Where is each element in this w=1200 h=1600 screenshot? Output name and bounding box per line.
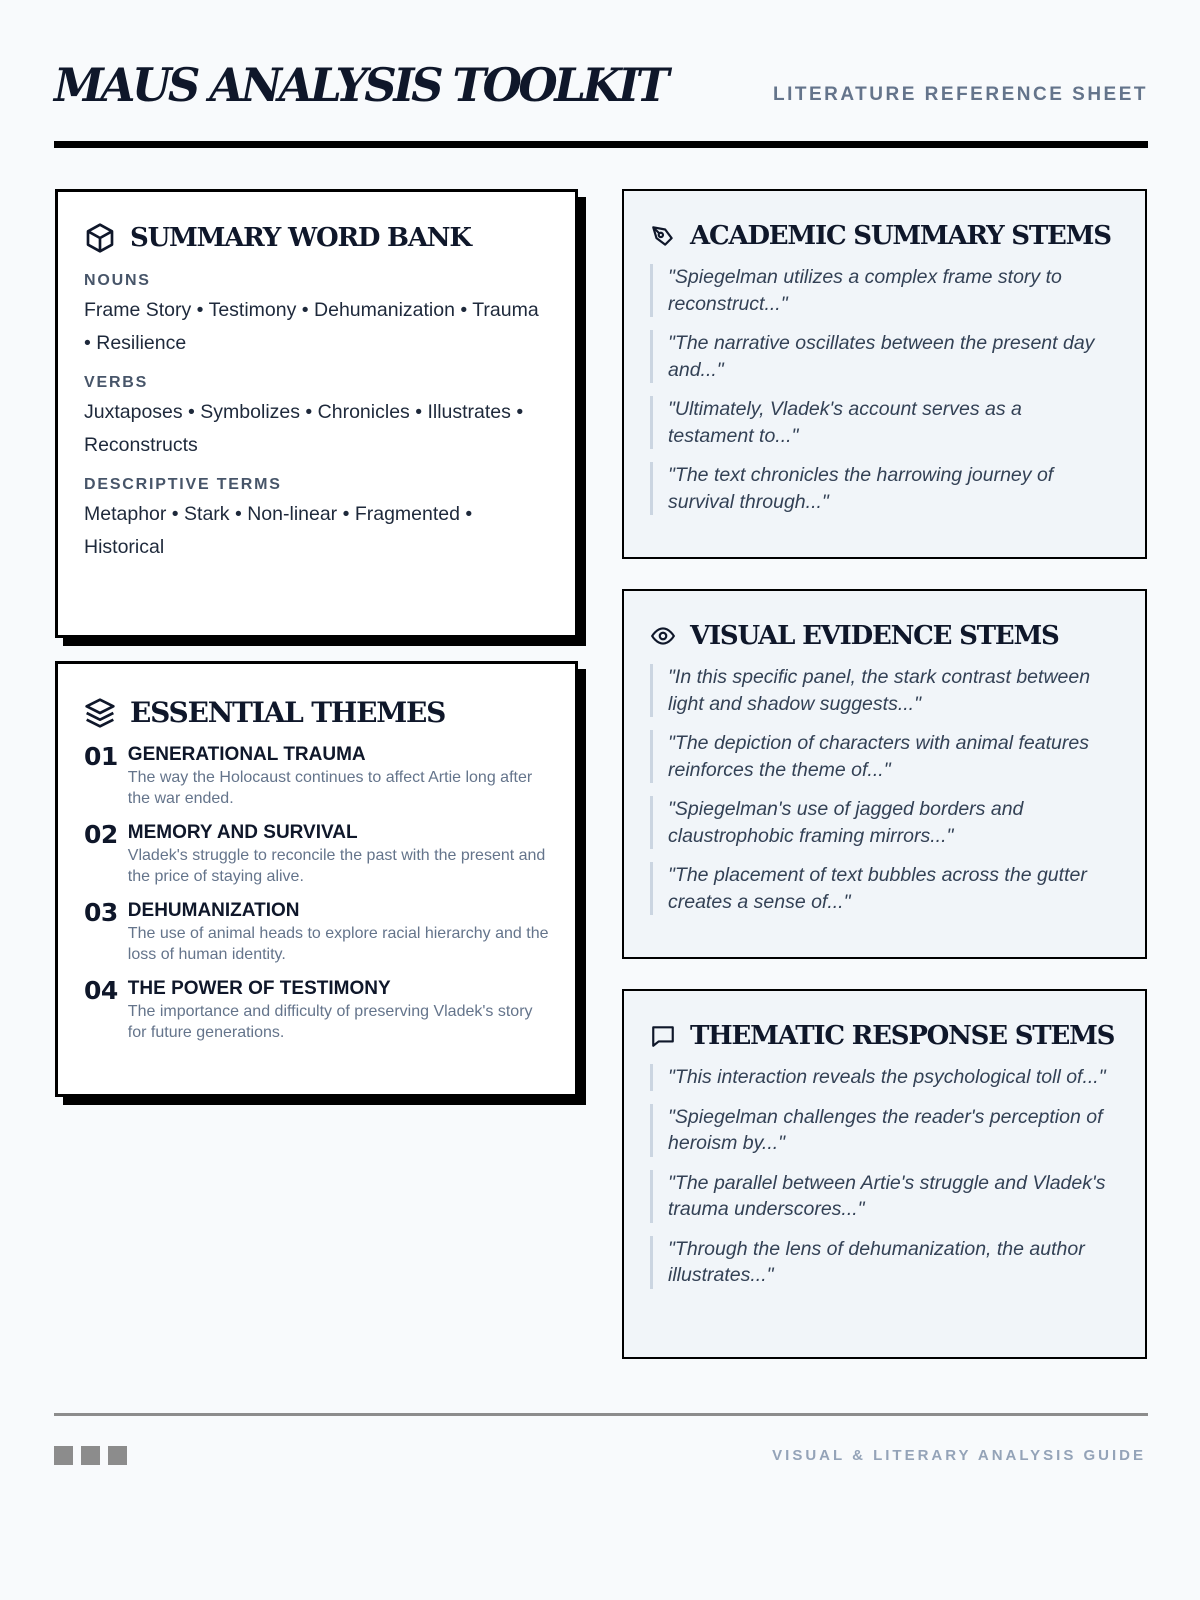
theme-number: 02 (84, 820, 118, 849)
theme-item (84, 899, 549, 965)
group-words: Frame Story • Testimony • Dehumanization • Trauma • Resilience (84, 299, 539, 354)
footer-text: VISUAL & LITERARY ANALYSIS GUIDE (772, 1447, 1146, 1464)
theme-item (84, 743, 549, 809)
footer-square-icon (54, 1446, 73, 1465)
stem-item: "Spiegelman's use of jagged borders and claustrophobic framing mirrors..." (650, 796, 1119, 849)
stem-item: "The placement of text bubbles across the gutter creates a sense of..." (650, 862, 1119, 915)
page-title: MAUS ANALYSIS TOOLKIT (54, 58, 667, 112)
theme-desc: Vladek's struggle to reconcile the past with the present and the price of staying alive. (127, 847, 546, 885)
theme-number: 04 (84, 976, 118, 1005)
theme-title: GENERATIONAL TRAUMA (127, 744, 366, 765)
academic-stems-card (622, 189, 1147, 559)
pen-tool-icon (650, 223, 676, 249)
visual-title: VISUAL EVIDENCE STEMS (690, 621, 1059, 651)
theme-desc: The importance and difficulty of preserving Vladek's story for future generations. (127, 1003, 533, 1041)
theme-item (84, 821, 549, 887)
stem-item: "Spiegelman utilizes a complex frame story to reconstruct..." (650, 264, 1119, 317)
footer-square-icon (108, 1446, 127, 1465)
page-header (54, 52, 1148, 148)
stem-item: "The narrative oscillates between the present day and..." (650, 330, 1119, 383)
message-square-icon (650, 1023, 676, 1049)
layers-icon (84, 697, 116, 729)
page-subtitle: LITERATURE REFERENCE SHEET (772, 84, 1148, 105)
eye-icon (650, 623, 676, 649)
theme-number: 03 (84, 898, 118, 927)
theme-desc: The way the Holocaust continues to affect Artie long after the war ended. (127, 769, 533, 807)
group-label: VERBS (84, 374, 149, 391)
group-words: Juxtaposes • Symbolizes • Chronicles • Illustrates • Reconstructs (84, 401, 524, 456)
thematic-title: THEMATIC RESPONSE STEMS (690, 1021, 1115, 1051)
group-label: DESCRIPTIVE TERMS (84, 476, 282, 493)
group-words: Metaphor • Stark • Non-linear • Fragmented • Historical (84, 503, 473, 558)
stem-item: "Ultimately, Vladek's account serves as a testament to..." (650, 396, 1119, 449)
theme-number: 01 (84, 742, 118, 771)
group-label: NOUNS (84, 272, 151, 289)
stem-item: "This interaction reveals the psychological toll of..." (650, 1064, 1119, 1091)
word-group-nouns (84, 272, 549, 360)
stem-item: "Through the lens of dehumanization, the author illustrates..." (650, 1236, 1119, 1289)
themes-card (55, 661, 578, 1097)
stem-item: "The parallel between Artie's struggle and Vladek's trauma underscores..." (650, 1170, 1119, 1223)
theme-desc: The use of animal heads to explore racial hierarchy and the loss of human identity. (127, 925, 549, 963)
footer-square-icon (81, 1446, 100, 1465)
visual-stems-card (622, 589, 1147, 959)
stem-item: "The text chronicles the harrowing journey of survival through..." (650, 462, 1119, 515)
word-group-verbs (84, 374, 549, 462)
themes-title: ESSENTIAL THEMES (130, 696, 446, 729)
thematic-stems-card (622, 989, 1147, 1359)
word-group-descriptive (84, 476, 549, 564)
theme-title: THE POWER OF TESTIMONY (127, 978, 391, 999)
stem-item: "The depiction of characters with animal features reinforces the theme of..." (650, 730, 1119, 783)
theme-title: DEHUMANIZATION (127, 900, 300, 921)
stem-item: "Spiegelman challenges the reader's perception of heroism by..." (650, 1104, 1119, 1157)
academic-title: ACADEMIC SUMMARY STEMS (690, 221, 1111, 251)
footer-divider (54, 1413, 1148, 1416)
stem-item: "In this specific panel, the stark contrast between light and shadow suggests..." (650, 664, 1119, 717)
theme-title: MEMORY AND SURVIVAL (127, 822, 358, 843)
theme-item (84, 977, 549, 1043)
cube-icon (84, 222, 116, 254)
word-bank-title: SUMMARY WORD BANK (130, 223, 471, 253)
word-bank-card (55, 189, 578, 638)
